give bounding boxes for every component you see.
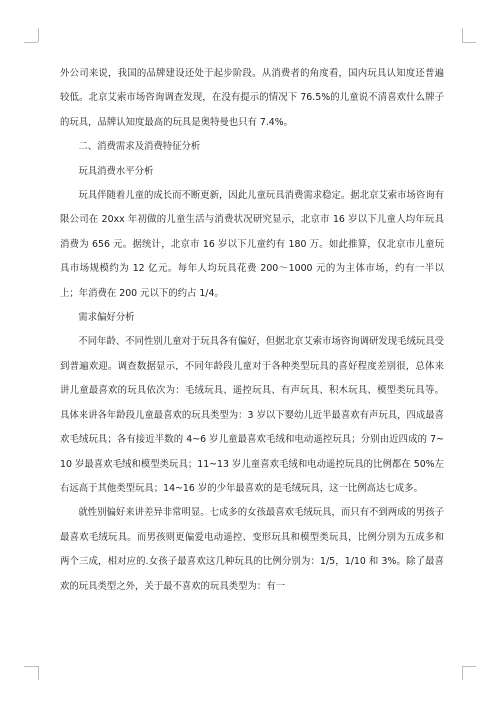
crop-mark-top-left-vertical	[38, 28, 39, 42]
crop-mark-bottom-right-vertical	[462, 666, 463, 680]
document-body	[60, 62, 444, 599]
subheading-demand-preference: 需求偏好分析	[78, 312, 135, 324]
section-heading-consumer-demand: 二、消费需求及消费特征分析	[78, 141, 201, 153]
paragraph-brand-awareness: 外公司来说，我国的品牌建设还处于起步阶段。从消费者的角度看，国内玩具认知度还普遍较低。北京艾索市场咨询调查发现，在没有提示的情况下 76.5%的儿童说不清喜欢什么牌子的玩具，品牌认知度最高的玩具是奥特曼也只有 7.4%。	[60, 68, 444, 128]
crop-mark-bottom-left-horizontal	[24, 666, 38, 667]
subheading-consumption-level: 玩具消费水平分析	[78, 165, 154, 177]
crop-mark-top-right-horizontal	[462, 42, 476, 43]
crop-mark-bottom-right-horizontal	[462, 666, 476, 667]
crop-mark-bottom-left-vertical	[38, 666, 39, 680]
paragraph-consumption-level: 玩具伴随着儿童的成长而不断更新，因此儿童玩具消费需求稳定。据北京艾索市场咨询有限公司在 20xx 年初做的儿童生活与消费状况研究显示，北京市 16 岁以下儿童人均年玩具消费为 656 元。据统计，北京市 16 岁以下儿童约有 180 万。如此推算，仅北京市儿童玩具市场规模约为 12 亿元。每年人均玩具花费 200～1000 元的为主体市场，约有一半以上；年消费在 200 元以下的约占 1/4。	[60, 190, 444, 299]
paragraph-age-preference: 不同年龄、不同性别儿童对于玩具各有偏好，但据北京艾索市场咨询调研发现毛绒玩具受到普遍欢迎。调查数据显示，不同年龄段儿童对于各种类型玩具的喜好程度差别很，总体来讲儿童最喜欢的玩具依次为：毛绒玩具、遥控玩具、有声玩具、积木玩具、模型类玩具等。具体来讲各年龄段儿童最喜欢的玩具类型为：3 岁以下婴幼儿近半最喜欢有声玩具，四成最喜欢毛绒玩具；各有接近半数的 4~6 岁儿童最喜欢毛绒和电动遥控玩具；分别由近四成的 7~10 岁最喜欢毛绒和模型类玩具；11~13 岁儿童喜欢毛绒和电动遥控玩具的比例都在 50%左右远高于其他类型玩具；14~16 岁的少年最喜欢的是毛绒玩具，这一比例高达七成多。	[60, 336, 444, 494]
paragraph-gender-preference: 就性别偏好来讲差异非常明显。七成多的女孩最喜欢毛绒玩具，而只有不到两成的男孩子最喜欢毛绒玩具。而男孩则更偏爱电动遥控、变形玩具和模型类玩具，比例分别为五成多和两个三成，相对应的.女孩子最喜欢这几种玩具的比例分别为：1/5，1/10 和 3%。除了最喜欢的玩具类型之外，关于最不喜欢的玩具类型为：有一	[60, 507, 444, 592]
crop-mark-top-right-vertical	[462, 28, 463, 42]
crop-mark-top-left-horizontal	[24, 42, 38, 43]
